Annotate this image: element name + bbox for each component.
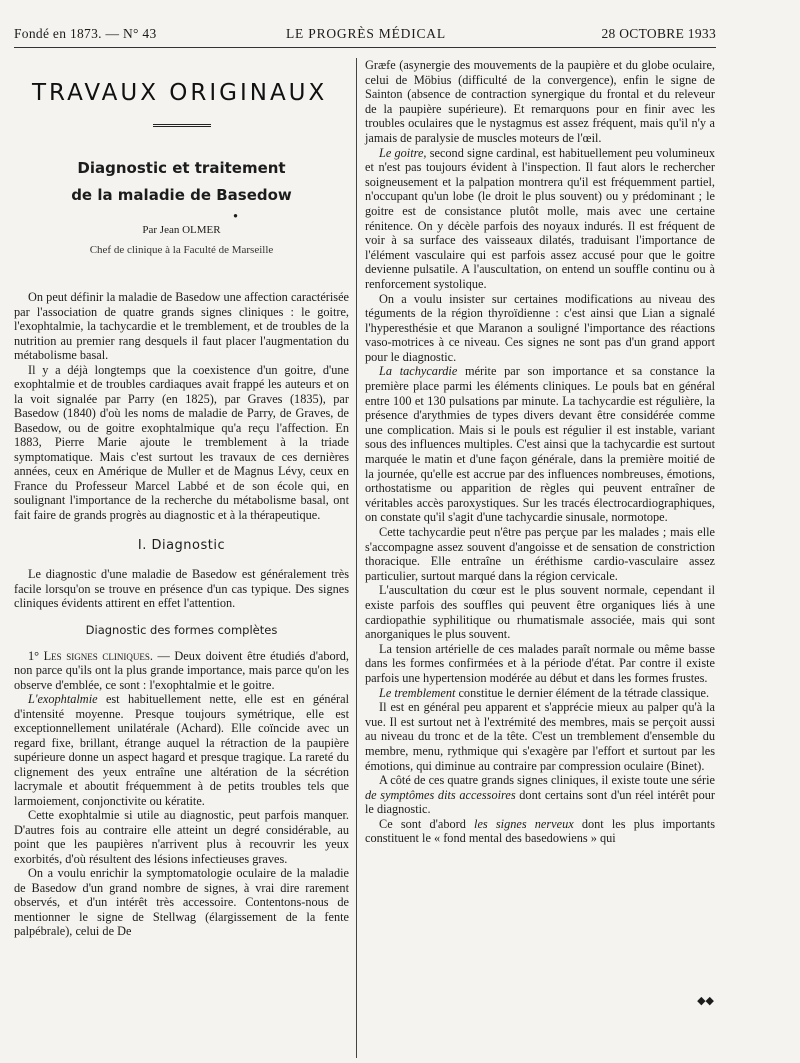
paragraph-text: mérite par son importance et sa constance la première place parmi les éléments cliniques. Le pouls bat en général entre 100 et 130 pulsations par minute. La tachycardie est régulière, la présence d'arythmies de types divers devant être considérée comme une complication. Mais si le pouls est régulier il est instable, variant sous des influences multiples. C'est ainsi que la tachycardie est surtout marquée le matin et d'une façon générale, dans la première moitié de la journée, qu'elle est accrue par des influences nombreuses, émotions, orthostatisme ou apparition de règles qui peuvent entraîner de véritables accès paroxystiques. Sur les tracés électrocardiographiques, on constate qu'il s'agit d'une tachycardie sinusale, normotope. bbox=[365, 364, 715, 525]
paragraph-lead: La tachycardie bbox=[379, 364, 458, 379]
paragraph-text: dont certains sont d'un réel intérêt pour le diagnostic. bbox=[365, 787, 715, 817]
paragraph-lead: L'exophtalmie bbox=[28, 692, 98, 706]
paragraph-emphasis: de symptômes dits accessoires bbox=[365, 787, 516, 802]
paragraph: Græfe (asynergie des mouvements de la paupière et du globe oculaire, celui de Möbius (difficulté de la convergence), enfin le signe de Sainton (absence de contraction synergique du frontal et du releveur de la paupière supérieure). Et remarquons pour en finir avec les troubles oculaires que le nystagmus est assez fréquent, mais qu'il n'y a jamais de paralysie de muscles moteurs de l'œil. bbox=[365, 58, 715, 145]
author-affiliation: Chef de clinique à la Faculté de Marseille bbox=[89, 244, 274, 256]
paragraph: Le diagnostic d'une maladie de Basedow est généralement très facile lorsqu'on se trouve en présence d'un cas typique. Des signes cliniques évidents attirent en effet l'attention. bbox=[14, 567, 349, 610]
separator-dot: ● bbox=[233, 211, 238, 220]
paragraph-text: second signe cardinal, est habituellement peu volumineux et n'est pas toujours évident à l'inspection. Il faut alors le rechercher soigneusement et la palpation montrera qu'il est fréquemment partiel, n'occupant qu'un lobe (le droit le plus souvent) ou y prédominant ; le goitre est de consistance plutôt molle, mais avec une certaine rénitence. On y décèle parfois des noyaux indurés. Il est fréquent de voir à sa surface des vaisseaux dilatés, traduisant l'importance de l'élément vasculaire qui est parfois assez accusé pour que le goitre devienne pulsatile. A l'auscultation, on entend un souffle continu ou à renforcement systolique. bbox=[365, 145, 715, 291]
section-heading: I. Diagnostic bbox=[137, 538, 226, 553]
paragraph-emphasis: les signes nerveux bbox=[474, 816, 574, 831]
paragraph bbox=[14, 692, 349, 808]
paragraph-lead: Le goitre, bbox=[379, 145, 427, 160]
paragraph-text: Ce sont d'abord bbox=[379, 816, 475, 831]
paragraph: Il est en général peu apparent et s'apprécie mieux au palper qu'à la vue. Il est surtout net à l'extrémité des membres, mais se perçoit aussi au niveau du tronc et de la tête. C'est un tremblement d'ensemble du membre, menu, rythmique qui s'exagère par l'effort et surtout par les émotions, qui diminue au contraire par compression oculaire (Binet). bbox=[365, 700, 715, 773]
paragraph: On peut définir la maladie de Basedow une affection caractérisée par l'association de quatre grands signes cliniques : le goitre, l'exophtalmie, la tachycardie et le tremblement, et de troubles de la nutrition au premier rang desquels il faut placer l'augmentation du métabolisme basal. bbox=[14, 290, 349, 362]
header-rule bbox=[14, 47, 716, 48]
column-divider bbox=[356, 58, 357, 1058]
issue-date: 28 OCTOBRE 1933 bbox=[601, 26, 716, 41]
paragraph bbox=[365, 364, 715, 525]
decorative-rule bbox=[153, 124, 211, 129]
paragraph bbox=[365, 686, 715, 701]
paragraph-text: constitue le dernier élément de la tétrade classique. bbox=[455, 685, 710, 700]
article-title bbox=[14, 155, 349, 209]
paragraph: La tension artérielle de ces malades paraît normale ou même basse dans les formes confirmées et à la période d'état. Par contre il existe parfois une hypertension modérée au début et dans les formes frustes. bbox=[365, 641, 715, 685]
paragraph: L'auscultation du cœur est le plus souvent normale, cependant il existe parfois des souffles qui peuvent être organiques liés à une cardiopathie syphilitique ou rhumatismale associée, mais qui sont anorganiques le plus souvent. bbox=[365, 583, 715, 642]
paragraph: Cette exophtalmie si utile au diagnostic, peut parfois manquer. D'autres fois au contraire elle atteint un degré considérable, au point que les paupières n'arrivent plus à recouvrir les yeux exorbités, d'où résultent des lésions infectieuses graves. bbox=[14, 808, 349, 866]
continuation-mark: ◆◆ bbox=[697, 995, 714, 1007]
title-line-1: Diagnostic et traitement bbox=[77, 159, 286, 177]
running-header bbox=[14, 26, 716, 46]
paragraph-lead: 1° Les signes cliniques. bbox=[28, 648, 153, 663]
right-column bbox=[365, 58, 715, 846]
paragraph bbox=[365, 146, 715, 292]
journal-title: LE PROGRÈS MÉDICAL bbox=[286, 26, 446, 41]
paragraph: On a voulu enrichir la symptomatologie oculaire de la maladie de Basedow d'un grand nombre de signes, à vrai dire rarement observés, et d'un intérêt très accessoire. Contentons-nous de mentionner le signe de Stellwag (élargissement de la fente palpébrale), celui de De bbox=[14, 866, 349, 938]
left-column bbox=[14, 58, 349, 939]
paragraph-text: — Deux doivent être étudiés d'abord, non parce qu'ils ont la plus grande importance, mais parce qu'on les observe d'emblée, ce sont : l'exophtalmie et le goitre. bbox=[14, 648, 349, 692]
paragraph-text: A côté de ces quatre grands signes cliniques, il existe toute une série bbox=[379, 773, 715, 788]
paragraph: Cette tachycardie peut n'être pas perçue par les malades ; mais elle s'accompagne assez souvent d'angoisse et de sensation de constriction thoracique. Elle entraîne un éréthisme cardio-vasculaire assez particulier, surtout marqué dans la région cervicale. bbox=[365, 525, 715, 583]
title-line-2: de la maladie de Basedow bbox=[71, 186, 292, 204]
paragraph: Il y a déjà longtemps que la coexistence d'un goitre, d'une exophtalmie et de troubles cardiaques avait frappé les auteurs et on la voit signalée par Parry (en 1825), par Graves (1835), par Basedow (1840) d'où les noms de maladie de Parry, de Graves, de Basedow, ou de goitre exophtalmique qu'a reçu l'affection. En 1883, Pierre Marie ajoute le tremblement à la triade symptomatique. Mais c'est surtout les travaux de ces dernières années, ceux en Amérique de Muller et de Magnus Lévy, ceux en France du Professeur Marcel Labbé et de son école qui, en soulignant l'importance de la recherche du métabolisme basal, ont fait faire de grands progrès au diagnostic et à la thérapeutique. bbox=[14, 362, 349, 522]
paragraph bbox=[365, 773, 715, 817]
subsection-heading: Diagnostic des formes complètes bbox=[85, 622, 278, 637]
paragraph: On a voulu insister sur certaines modifications au niveau des téguments de la région thyroïdienne : c'est ainsi que Lian a signalé l'hyperesthésie et que Maranon a souligné l'importance des réactions vaso-motrices à ce niveau. Ces signes ne sont pas d'un grand apport pour le diagnostic. bbox=[365, 291, 715, 364]
rubric-heading: TRAVAUX ORIGINAUX bbox=[32, 80, 328, 106]
paragraph bbox=[14, 649, 349, 693]
paragraph-text: est habituellement nette, elle est en général d'intensité moyenne. Presque toujours symétrique, elle est exceptionnellement unilatérale (Achard). Elle coïncide avec un regard fixe, brillant, étrange auquel la rétraction de la paupière supérieure donne un aspect hagard et presque tragique. La rareté du clignement des yeux entraîne une altération de la sécrétion lacrymale et aboutit fréquemment à de petits troubles tels que larmoiement, conjonctivite ou kératite. bbox=[14, 692, 349, 808]
paragraph bbox=[365, 817, 715, 846]
paragraph-lead: Le tremblement bbox=[379, 685, 456, 700]
paragraph-text: dont les plus importants constituent le « fond mental des basedowiens » qui bbox=[365, 816, 715, 846]
header-founded: Fondé en 1873. — N° 43 bbox=[14, 26, 157, 41]
author-byline: Par Jean OLMER bbox=[142, 224, 221, 236]
